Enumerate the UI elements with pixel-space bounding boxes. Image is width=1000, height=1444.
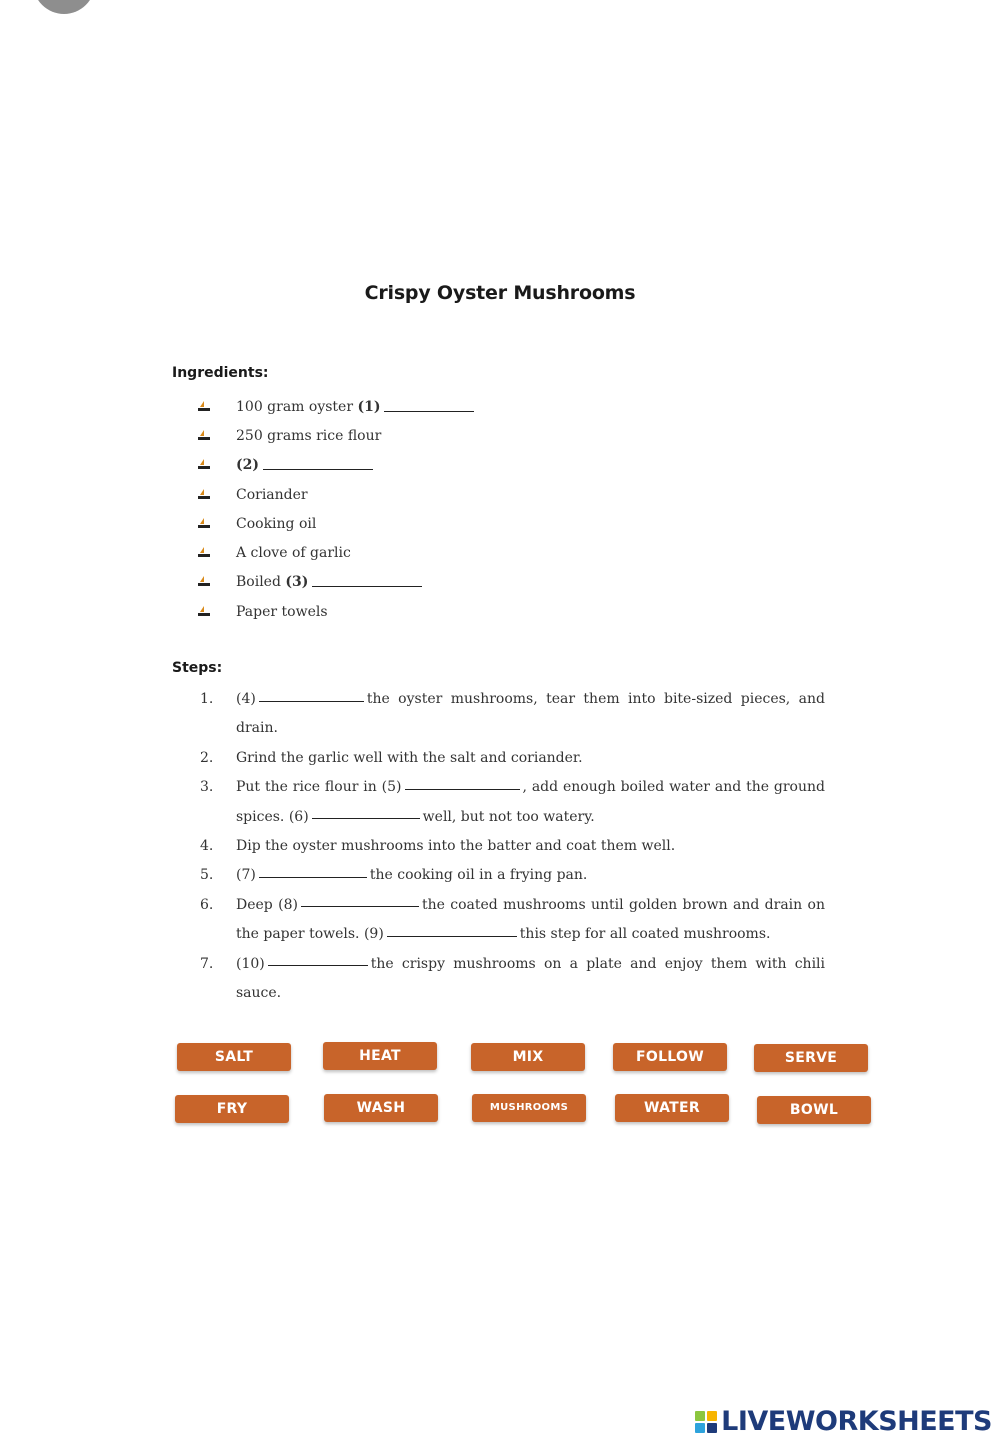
ingredient-tag: (1) <box>357 398 381 415</box>
ingredient-item <box>196 597 474 626</box>
step-text: (10) <box>236 955 265 972</box>
ingredient-item <box>196 451 474 480</box>
worksheet-title: Crispy Oyster Mushrooms <box>364 282 636 304</box>
answer-blank-1[interactable] <box>384 410 474 412</box>
step-text: the coated mushrooms until golden brown and drain on the paper towels. (9) <box>236 896 825 943</box>
step-text: the oyster mushrooms, tear them into bite-sized pieces, and drain. <box>236 691 825 737</box>
ingredient-text: Coriander <box>236 486 308 503</box>
answer-blank-4[interactable] <box>259 701 364 702</box>
answer-blank-3[interactable] <box>312 585 422 587</box>
arrow-bullet-icon <box>196 458 236 472</box>
step-item <box>200 744 825 773</box>
step-text: Deep (8) <box>236 896 298 913</box>
ingredient-item <box>196 421 474 450</box>
answer-blank-2[interactable] <box>263 468 373 470</box>
step-text: Dip the oyster mushrooms into the batter and coat them well. <box>236 838 676 855</box>
step-item <box>200 891 825 950</box>
word-tile-follow[interactable]: FOLLOW <box>613 1043 727 1071</box>
ingredient-text: Paper towels <box>236 603 328 620</box>
step-text: the cooking oil in a frying pan. <box>369 867 588 884</box>
step-item <box>200 685 825 744</box>
brand-name: LIVEWORKSHEETS <box>721 1406 992 1437</box>
ingredient-tag: (3) <box>285 574 309 591</box>
step-item <box>200 832 825 861</box>
steps-heading: Steps: <box>172 660 223 676</box>
step-number: 7. <box>200 955 214 972</box>
step-item <box>200 950 825 1009</box>
ingredient-text: Boiled <box>236 574 281 591</box>
answer-blank-6[interactable] <box>312 818 420 819</box>
step-number: 3. <box>200 779 214 796</box>
ingredient-item <box>196 392 474 421</box>
arrow-bullet-icon <box>196 546 236 560</box>
ingredient-text: 100 gram oyster <box>236 398 354 415</box>
word-tile-wash[interactable]: WASH <box>324 1094 438 1122</box>
liveworksheets-logo-icon <box>695 1411 717 1433</box>
arrow-bullet-icon <box>196 517 236 531</box>
ingredients-list <box>196 392 474 626</box>
answer-blank-9[interactable] <box>387 936 517 937</box>
word-tile-serve[interactable]: SERVE <box>754 1044 868 1072</box>
word-tile-water[interactable]: WATER <box>615 1094 729 1122</box>
ingredients-heading: Ingredients: <box>172 365 269 381</box>
word-tile-heat[interactable]: HEAT <box>323 1042 437 1070</box>
ingredient-item <box>196 509 474 538</box>
step-text: (4) <box>236 691 256 707</box>
arrow-bullet-icon <box>196 429 236 443</box>
word-tile-salt[interactable]: SALT <box>177 1043 291 1071</box>
arrow-bullet-icon <box>196 605 236 619</box>
arrow-bullet-icon <box>196 400 236 414</box>
step-number: 1. <box>200 691 214 707</box>
liveworksheets-brand[interactable] <box>695 1406 992 1437</box>
word-tile-mix[interactable]: MIX <box>471 1043 585 1071</box>
step-number: 5. <box>200 867 214 884</box>
steps-list <box>200 685 825 1008</box>
step-text: this step for all coated mushrooms. <box>519 926 771 943</box>
ingredient-item <box>196 568 474 597</box>
step-text: well, but not too watery. <box>422 808 595 825</box>
step-text: Grind the garlic well with the salt and coriander. <box>236 749 583 766</box>
arrow-bullet-icon <box>196 488 236 502</box>
arrow-bullet-icon <box>196 575 236 589</box>
word-tile-fry[interactable]: FRY <box>175 1095 289 1123</box>
answer-blank-5[interactable] <box>405 789 520 790</box>
word-tile-bowl[interactable]: BOWL <box>757 1096 871 1124</box>
ingredient-item <box>196 480 474 509</box>
step-text: , add enough boiled water and the ground spices. (6) <box>236 779 825 825</box>
word-tile-mushrooms[interactable]: MUSHROOMS <box>472 1094 586 1122</box>
ingredient-tag: (2) <box>236 457 259 474</box>
answer-blank-7[interactable] <box>259 877 367 878</box>
answer-blank-8[interactable] <box>301 906 419 907</box>
step-number: 2. <box>200 749 214 766</box>
step-item <box>200 773 825 832</box>
step-text: (7) <box>236 867 256 884</box>
answer-blank-10[interactable] <box>268 965 368 966</box>
ingredient-item <box>196 538 474 567</box>
step-text: the crispy mushrooms on a plate and enjoy them with chili sauce. <box>236 955 825 1002</box>
ingredient-text: Cooking oil <box>236 515 317 532</box>
step-number: 6. <box>200 896 214 913</box>
step-number: 4. <box>200 838 214 855</box>
step-item <box>200 861 825 890</box>
ingredient-text: A clove of garlic <box>236 545 351 562</box>
ingredient-text: 250 grams rice flour <box>236 427 382 444</box>
corner-circle-decoration <box>33 0 95 14</box>
step-text: Put the rice flour in (5) <box>236 779 402 796</box>
